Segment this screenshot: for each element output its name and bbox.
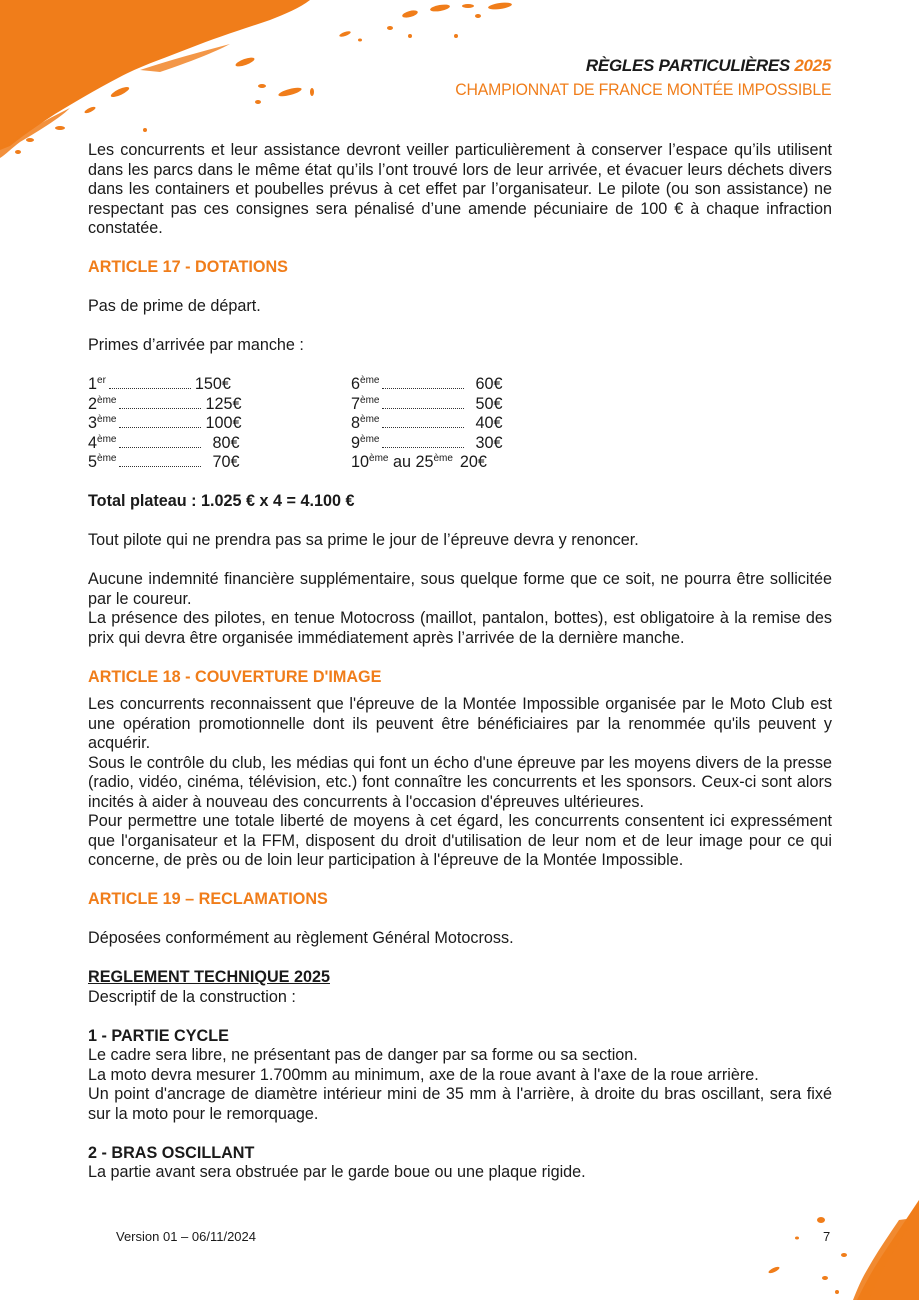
dot-leader xyxy=(382,408,464,409)
prize-column-right xyxy=(351,375,614,473)
dot-leader xyxy=(119,427,201,428)
prize-rank: 6ème xyxy=(351,375,380,393)
section-1-line-1: Le cadre sera libre, ne présentant pas de danger par sa forme ou sa section. xyxy=(88,1046,638,1064)
dot-leader xyxy=(119,466,201,467)
prize-rank: 4ème xyxy=(88,433,117,452)
prize-row xyxy=(351,453,492,473)
dot-leader xyxy=(109,388,191,389)
article-18-para-3: Pour permettre une totale liberté de moyens à cet égard, les concurrents consentent ici expressément que l'organisateur et la FFM, disposent du droit d'utilisation de leur nom et de leur image pour ce qui concerne, de près ou de loin leur participation à l'épreuve de la Montée Impossible. xyxy=(88,812,832,869)
section-2-title: 2 - BRAS OSCILLANT xyxy=(88,1143,255,1162)
start-prize-text: Pas de prime de départ. xyxy=(88,297,261,315)
article-17-para-2: Aucune indemnité financière supplémentaire, sous quelque forme que ce soit, ne pourra être sollicitée par le coureur. xyxy=(88,570,832,608)
dot-leader xyxy=(382,447,464,448)
prize-amount: 30€ xyxy=(475,433,503,452)
prize-row xyxy=(88,414,242,434)
prize-row xyxy=(88,375,231,395)
section-2-line-1: La partie avant sera obstruée par le garde boue ou une plaque rigide. xyxy=(88,1163,586,1181)
header-subtitle: CHAMPIONNAT DE FRANCE MONTÉE IMPOSSIBLE xyxy=(454,80,831,99)
prize-rank: 5ème xyxy=(88,453,117,471)
footer-version: Version 01 – 06/11/2024 xyxy=(116,1229,256,1244)
total-prize-pool: Total plateau : 1.025 € x 4 = 4.100 € xyxy=(88,492,355,510)
prize-rank: 8ème xyxy=(351,414,380,432)
dot-leader xyxy=(119,447,201,448)
article-18-para-1: Les concurrents reconnaissent que l'épreuve de la Montée Impossible organisée par le Moto Club est une opération promotionnelle dont ils peuvent être bénéficiaires par la renommée qu'ils peuvent y acquérir. xyxy=(88,695,832,752)
prize-rank: 1er xyxy=(88,375,106,393)
prize-amount: 50€ xyxy=(475,394,503,413)
prize-row xyxy=(88,453,240,473)
prize-row xyxy=(351,433,503,454)
intro-paragraph: Les concurrents et leur assistance devront veiller particulièrement à conserver l’espace qu’ils utilisent dans les parcs dans le même état qu’ils l’ont trouvé lors de leur arrivée, et évacuer leurs déchets divers dans les containers et poubelles prévus à cet effet par l’organisateur. Le pilote (ou son assistance) ne respectant pas ces consignes sera pénalisé d’une amende pécuniaire de 100 € à chaque infraction constatée. xyxy=(88,141,832,237)
finish-prizes-label: Primes d’arrivée par manche : xyxy=(88,336,304,354)
header-title xyxy=(427,56,831,76)
prize-rank: 2ème xyxy=(88,394,117,413)
article-17-para-3: La présence des pilotes, en tenue Motocross (maillot, pantalon, bottes), est obligatoire à la remise des prix qui devra être organisée immédiatement après l’arrivée de la dernière manche. xyxy=(88,609,832,647)
section-1-line-3: Un point d'ancrage de diamètre intérieur mini de 35 mm à l'arrière, à droite du bras oscillant, sera fixé sur la moto pour le remorquage. xyxy=(88,1085,832,1123)
section-1-line-2: La moto devra mesurer 1.700mm au minimum, axe de la roue avant à l'axe de la roue arrière. xyxy=(88,1065,759,1084)
prize-amount: 150€ xyxy=(194,375,231,393)
dot-leader xyxy=(382,427,464,428)
dot-leader xyxy=(382,388,464,389)
page-number: 7 xyxy=(823,1229,831,1244)
article-18-heading: ARTICLE 18 - COUVERTURE D'IMAGE xyxy=(88,667,382,686)
prize-rank: 9ème xyxy=(351,433,380,452)
prize-amount: 70€ xyxy=(212,453,240,471)
prize-amount: 125€ xyxy=(205,394,242,413)
prize-amount: 80€ xyxy=(212,433,240,452)
brush-splash-decoration-bottom xyxy=(749,1200,919,1300)
prize-column-left xyxy=(88,375,351,473)
article-19-heading: ARTICLE 19 – RECLAMATIONS xyxy=(88,890,328,908)
prize-rank: 3ème xyxy=(88,414,117,432)
prize-rank: 7ème xyxy=(351,394,380,413)
article-17-para-1: Tout pilote qui ne prendra pas sa prime le jour de l’épreuve devra y renoncer. xyxy=(88,531,639,549)
prize-amount: 40€ xyxy=(475,414,503,432)
prize-rank: 10ème au 25ème xyxy=(351,453,453,471)
prize-row xyxy=(88,433,240,454)
prize-amount: 100€ xyxy=(205,414,242,432)
prize-row xyxy=(351,375,503,395)
section-1-title: 1 - PARTIE CYCLE xyxy=(88,1026,229,1045)
article-18-para-2: Sous le contrôle du club, les médias qui font un écho d'une épreuve par les moyens divers de la presse (radio, vidéo, cinéma, télévision, etc.) font connaître les concurrents et les sponsors. Ceux-ci sont alors incités à aider à nouveau des concurrents à l'occasion d'épreuves ultérieures. xyxy=(88,753,832,811)
document-header xyxy=(427,56,831,100)
technical-rules-heading: REGLEMENT TECHNIQUE 2025 xyxy=(88,968,330,986)
header-title-year: 2025 xyxy=(794,56,831,75)
prize-row xyxy=(351,394,503,415)
prize-amount: 20€ xyxy=(459,453,487,471)
page-content xyxy=(88,141,832,1183)
header-title-main: RÈGLES PARTICULIÈRES xyxy=(585,56,790,75)
article-19-para-1: Déposées conformément au règlement Général Motocross. xyxy=(88,929,514,947)
dot-leader xyxy=(119,408,201,409)
prize-amount: 60€ xyxy=(475,375,503,393)
prize-table xyxy=(88,375,832,473)
prize-row xyxy=(88,394,242,415)
technical-intro: Descriptif de la construction : xyxy=(88,987,296,1006)
article-17-heading: ARTICLE 17 - DOTATIONS xyxy=(88,258,288,276)
prize-row xyxy=(351,414,503,434)
